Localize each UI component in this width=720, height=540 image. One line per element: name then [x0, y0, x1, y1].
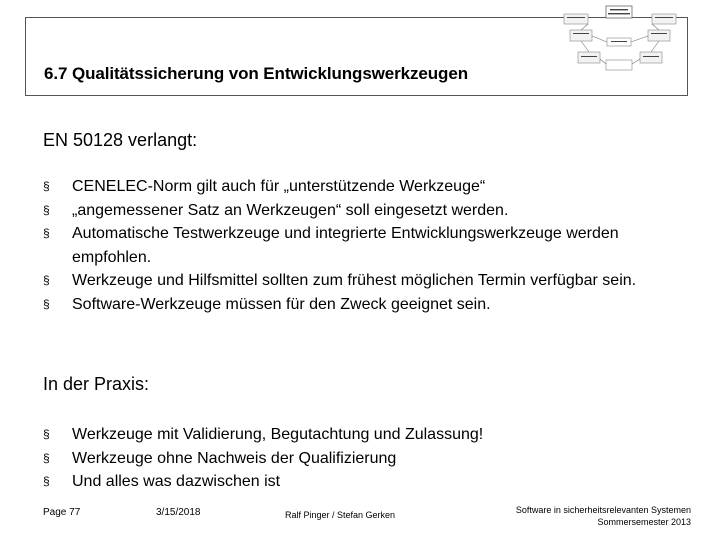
- bullet-icon: §: [43, 202, 50, 217]
- bullet-icon: §: [43, 179, 50, 193]
- v-model-diagram-icon: [560, 2, 680, 76]
- footer-authors: Ralf Pinger / Stefan Gerken: [285, 510, 396, 520]
- list-item: [43, 447, 698, 471]
- list-item-text: Software-Werkzeuge müssen für den Zweck geeignet sein.: [72, 295, 491, 313]
- list-item: [43, 175, 698, 199]
- list-item: [43, 423, 698, 447]
- requirements-list: [43, 175, 698, 316]
- list-item-text: Automatische Testwerkzeuge und integrierte Entwicklungswerkzeuge werden empfohlen.: [72, 225, 619, 266]
- list-item-text: Und alles was dazwischen ist: [72, 473, 281, 490]
- bullet-icon: §: [43, 296, 50, 311]
- bullet-icon: §: [43, 226, 50, 240]
- footer-page-number: Page 77: [43, 507, 81, 518]
- bullet-icon: §: [43, 427, 50, 441]
- diagram-graphic: [560, 2, 680, 76]
- footer-date: 3/15/2018: [156, 507, 201, 518]
- list-item: [43, 269, 698, 293]
- slide-title: 6.7 Qualitätssicherung von Entwicklungswerkzeugen: [44, 64, 468, 83]
- footer-course: [516, 504, 691, 528]
- section-heading-practice: In der Praxis:: [43, 374, 150, 394]
- list-item-text: Werkzeuge mit Validierung, Begutachtung und Zulassung!: [72, 426, 484, 443]
- list-item: [43, 470, 698, 494]
- list-item: [43, 222, 698, 269]
- list-item: [43, 293, 698, 317]
- practice-list: [43, 423, 698, 494]
- footer-semester: Sommersemester 2013: [597, 517, 691, 527]
- bullet-icon: §: [43, 450, 50, 465]
- list-item-text: Werkzeuge ohne Nachweis der Qualifizierung: [72, 449, 397, 467]
- list-item-text: „angemessener Satz an Werkzeugen“ soll eingesetzt werden.: [72, 201, 509, 219]
- section-heading-requirements: EN 50128 verlangt:: [43, 130, 198, 150]
- footer-course-title: Software in sicherheitsrelevanten Systemen: [515, 505, 691, 515]
- list-item-text: Werkzeuge und Hilfsmittel sollten zum frühest möglichen Termin verfügbar sein.: [72, 272, 637, 289]
- bullet-icon: §: [43, 273, 50, 287]
- list-item: [43, 199, 698, 223]
- list-item-text: CENELEC-Norm gilt auch für „unterstützende Werkzeuge“: [72, 178, 486, 195]
- bullet-icon: §: [43, 474, 50, 488]
